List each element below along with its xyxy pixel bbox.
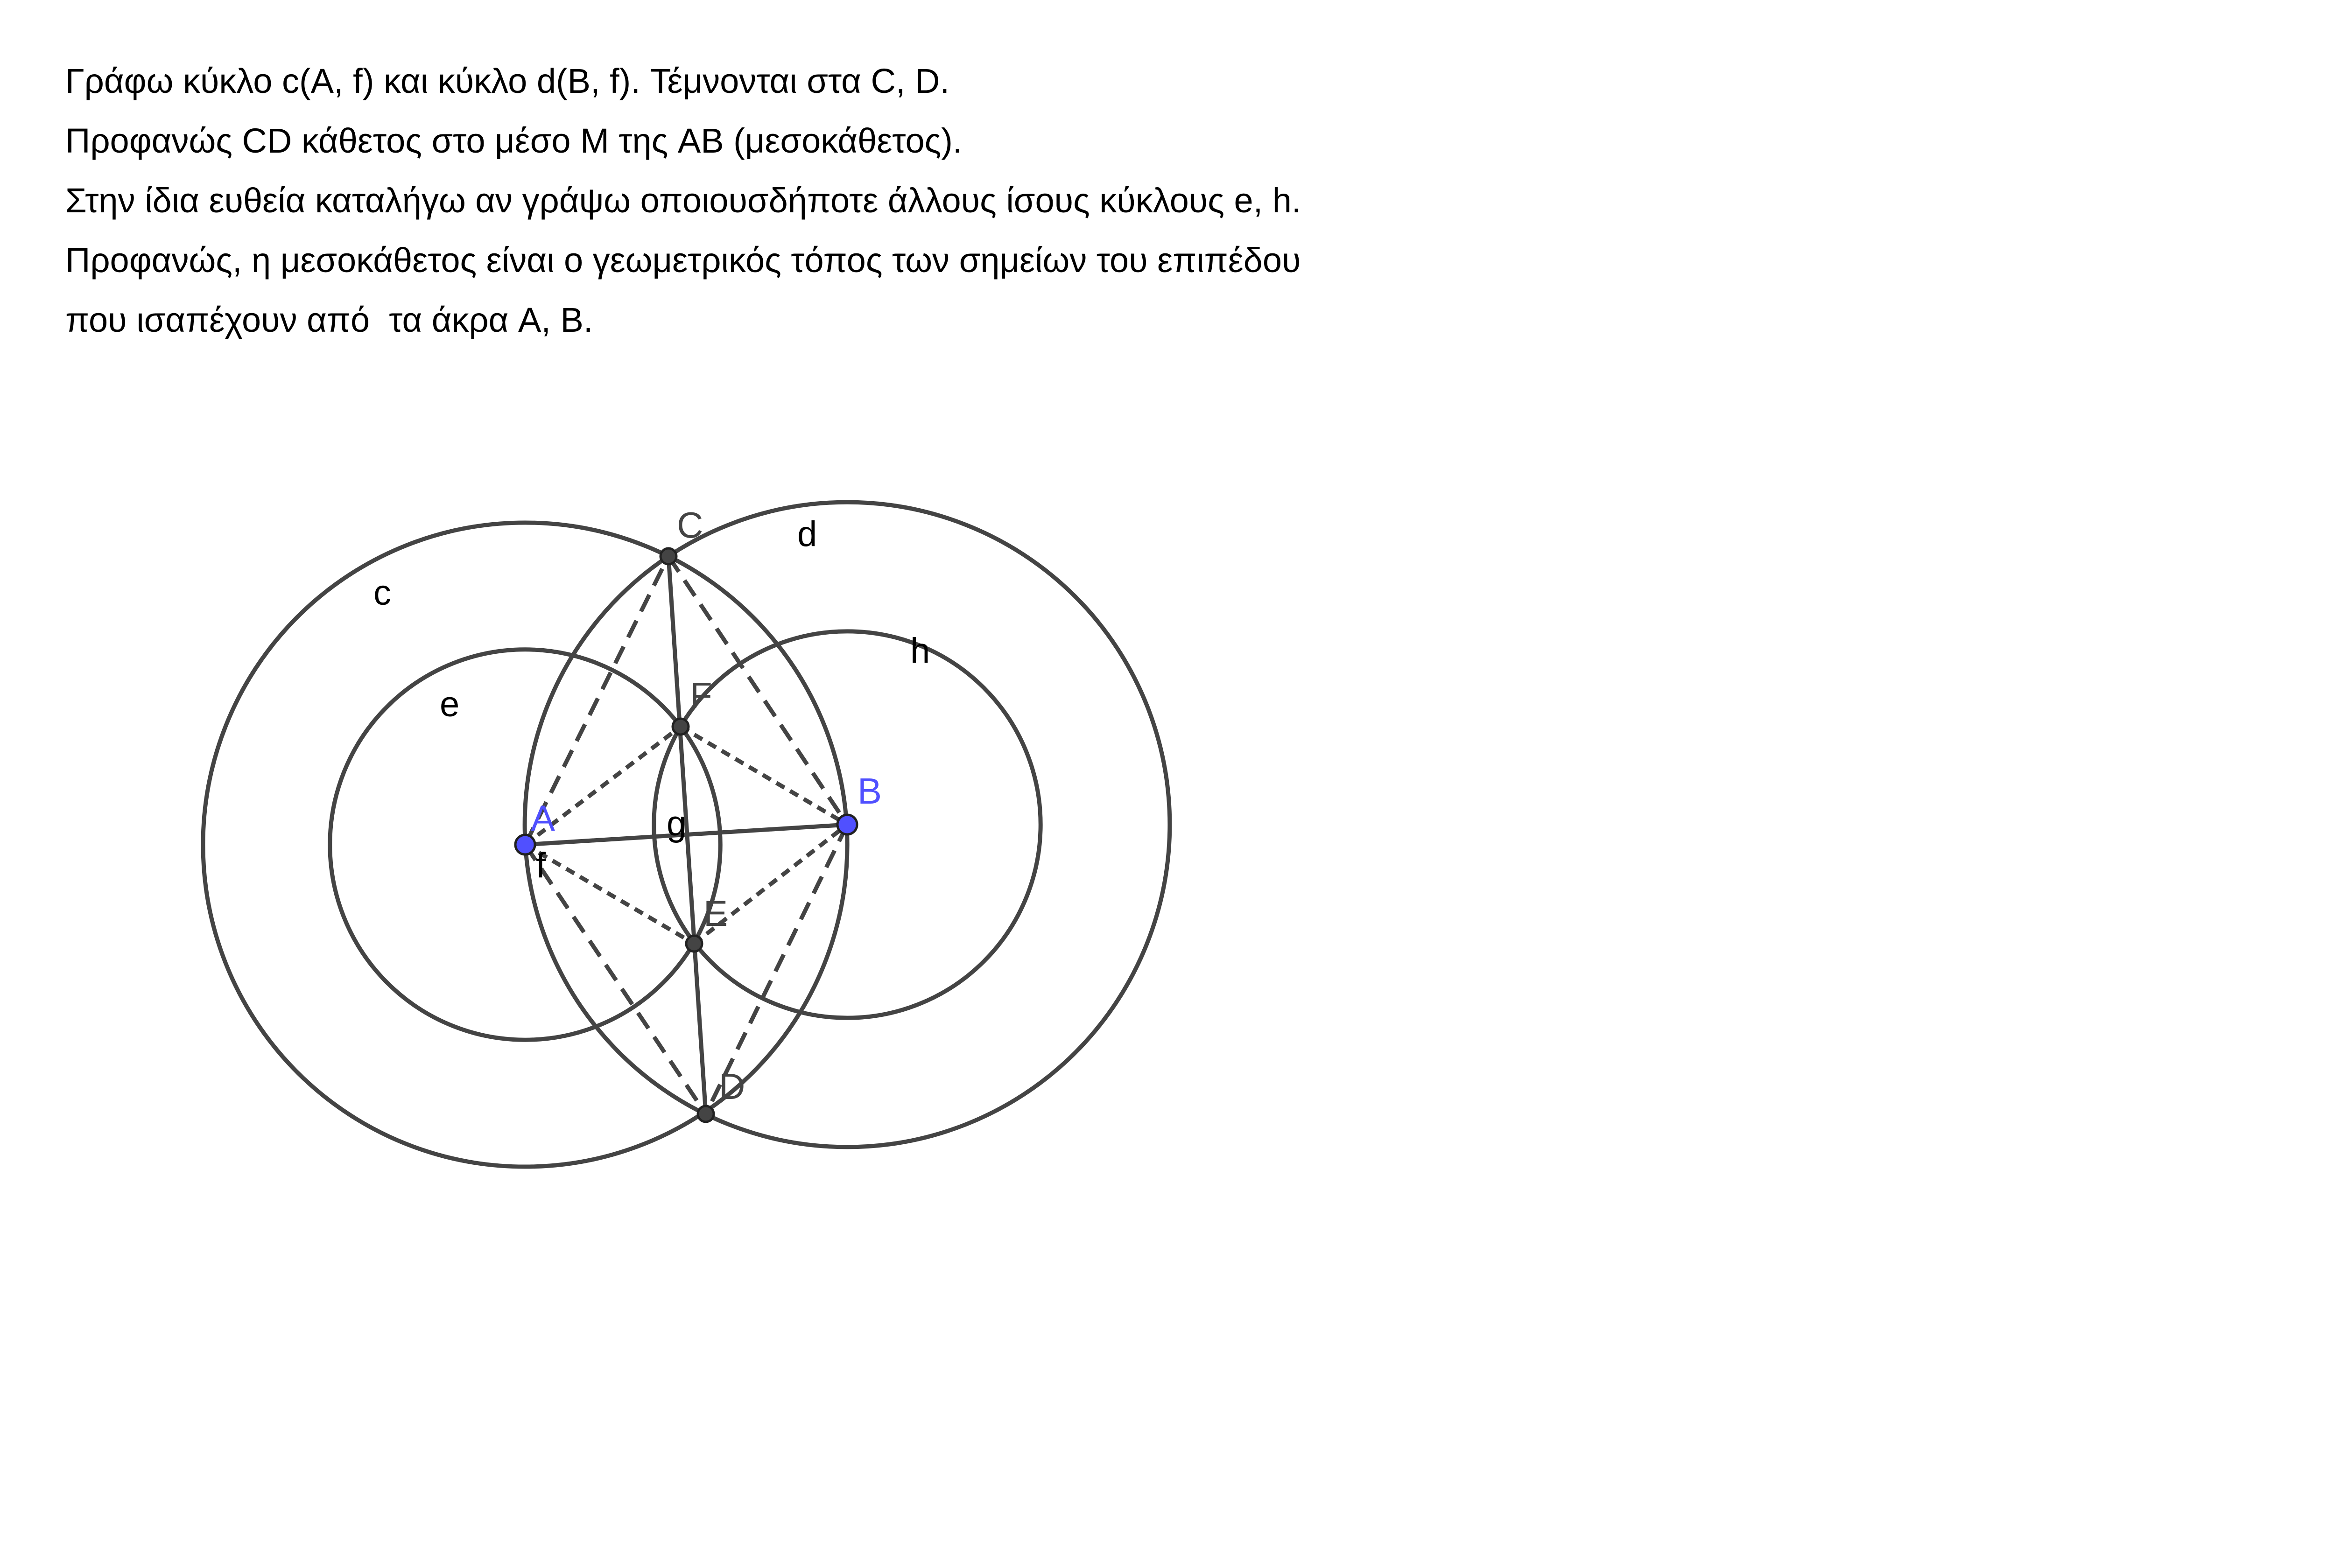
point-label-a: A — [531, 798, 555, 839]
point-label-c: C — [677, 504, 703, 546]
circle-label-e: e — [440, 685, 460, 724]
circle-label-h: h — [910, 631, 930, 671]
point-label-b: B — [858, 770, 882, 812]
description-line-2: Προφανώς CD κάθετος στο μέσο M της AB (μεσοκάθετος). — [65, 121, 963, 160]
segment-label-g: g — [667, 804, 687, 843]
description-line-3: Στην ίδια ευθεία καταλήγω αν γράψω οποιουσδήποτε άλλους ίσους κύκλους e, h. — [65, 181, 1301, 220]
point-c — [661, 548, 676, 564]
description-line-5: που ισαπέχουν από τα άκρα A, B. — [65, 301, 593, 339]
point-label-e: E — [703, 893, 728, 934]
point-a — [515, 835, 535, 854]
point-d — [698, 1106, 714, 1122]
point-f — [673, 719, 689, 735]
circle-label-c: c — [373, 573, 391, 613]
description-line-4: Προφανώς, η μεσοκάθετος είναι ο γεωμετρικός τόπος των σημείων του επιπέδου — [65, 241, 1301, 280]
point-b — [837, 815, 857, 834]
point-e — [686, 936, 702, 952]
segment-ad — [525, 845, 706, 1114]
description-line-1: Γράφω κύκλο c(A, f) και κύκλο d(B, f). Τέμνονται στα C, D. — [65, 62, 950, 100]
circle-label-d: d — [797, 514, 817, 554]
segment-label-f: f — [536, 846, 546, 885]
point-label-d: D — [719, 1066, 745, 1107]
point-label-f: F — [690, 675, 712, 716]
